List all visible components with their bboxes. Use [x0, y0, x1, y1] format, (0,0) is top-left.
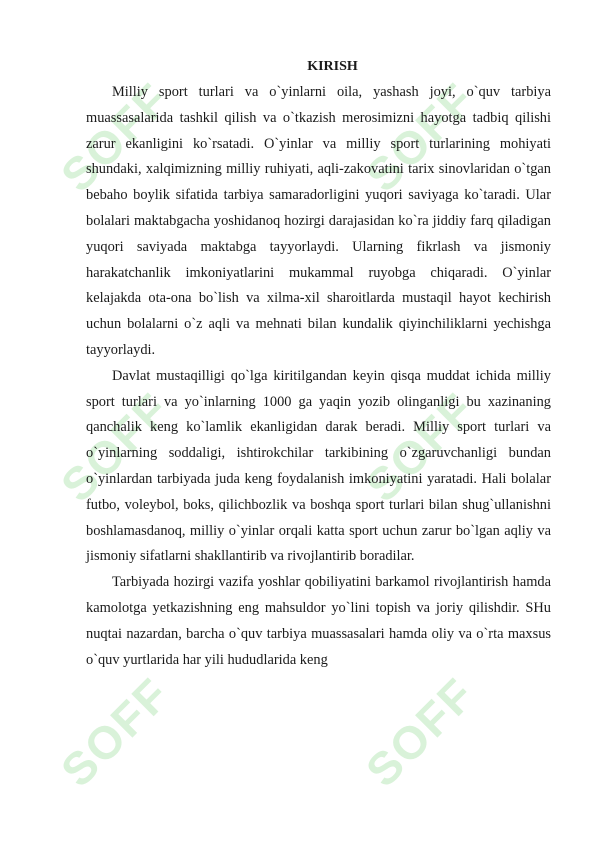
document-heading: KIRISH — [307, 59, 358, 74]
document-page — [86, 58, 551, 673]
watermark-text: SOFF — [50, 72, 180, 202]
watermark-text: SOFF — [355, 72, 485, 202]
watermark-text: SOFF — [355, 382, 485, 512]
paragraph-3: Tarbiyada hozirgi vazifa yoshlar qobiliyatini barkamol rivojlantirish hamda kamolotga yetkazishning eng mahsuldor yo`lini topish va joriy qilishdir. SHu nuqtai nazardan, barcha o`quv tarbiya muassasalari hamda oliy va o`rta maxsus o`quv yurtlarida har yili hududlarida keng — [86, 574, 551, 668]
paragraph-1: Milliy sport turlari va o`yinlarni oila, yashash joyi, o`quv tarbiya muassasalarida tashkil qilish va o`tkazish merosimizni hayotga tadbiq qilishi zarur ekanligini ko`rsatadi. O`yinlar va milliy sport turlarining mohiyati shundaki, xalqimizning milliy ruhiyati, aqli-zakovatini tarix sinovlaridan o`tgan bebaho boylik sifatida tarbiya samaradorligini yuqori saviyaga ko`taradi. Ular bolalari maktabgacha yoshidanoq hozirgi darajasidan ko`ra jiddiy farq qiladigan yuqori saviyada maktabga tayyorlaydi. Ularning fikrlash va jismoniy harakatchanlik imkoniyatlarini mukammal ruyobga chiqaradi. O`yinlar kelajakda ota-ona bo`lish va xilma-xil sharoitlarda mustaqil hayot kechirish uchun bolalarni o`z aqli va mehnati bilan kundalik qiyinchiliklarni yechishga tayyorlaydi. — [86, 84, 551, 358]
watermark-text: SOFF — [50, 667, 180, 797]
watermark-text: SOFF — [355, 667, 485, 797]
watermark-text: SOFF — [50, 382, 180, 512]
paragraph-2: Davlat mustaqilligi qo`lga kiritilgandan keyin qisqa muddat ichida milliy sport turlari va yo`inlarning 1000 ga yaqin yozib olinganligi bu xazinaning qanchalik keng ko`lamlik ekanligidan darak beradi. Milliy sport turlari va o`yinlarning soddaligi, ishtirokchilar tarkibining o`zgaruvchanligi bundan o`yinlardan tarbiyada juda keng foydalanish imkoniyatini yaratadi. Hali bolalar futbo, voleybol, boks, qilichbozlik va boshqa sport turlari bilan shug`ullanishni boshlamasdanoq, milliy o`yinlar orqali katta sport uchun zarur bo`lgan aqliy va jismoniy sifatlarni shakllantirib va rivojlantirib boradilar. — [86, 367, 551, 565]
